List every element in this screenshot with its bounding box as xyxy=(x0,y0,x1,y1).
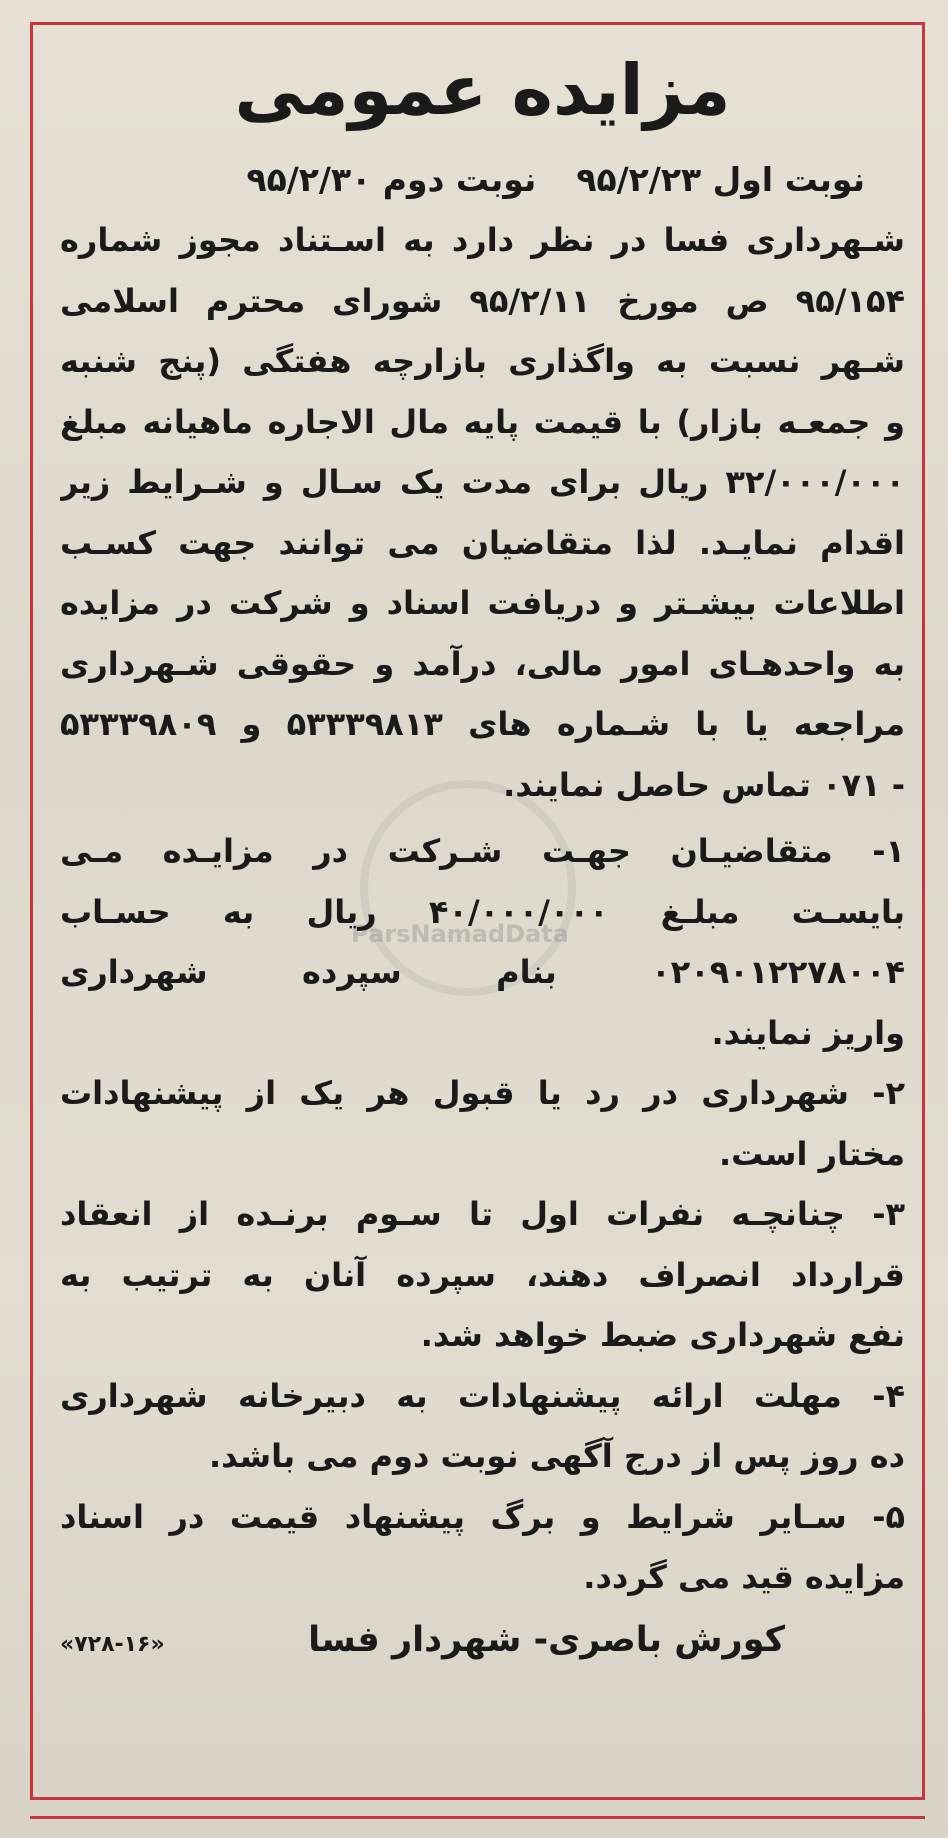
second-publication-label: نوبت دوم xyxy=(382,160,537,199)
first-publication xyxy=(576,150,865,210)
intro-line: ۳۲/۰۰۰/۰۰۰ ریال برای مدت یک سـال و شـرایط زیر xyxy=(60,463,905,501)
condition-line: ۵- سـایر شرایط و برگ پیشنهاد قیمت در اسناد xyxy=(60,1497,905,1536)
intro-line: شـهر نسبت به واگذاری بازارچه هفتگی (پنج شنبه xyxy=(60,342,905,380)
condition-line: ده روز پس از درج آگهی نوبت دوم می باشد. xyxy=(209,1437,905,1475)
intro-line: اقدام نمایـد. لذا متقاضیان می توانند جهت کسـب xyxy=(60,523,905,562)
intro-paragraph xyxy=(60,210,905,815)
first-publication-date: ۹۵/۲/۲۳ xyxy=(576,160,702,199)
condition-line: بایسـت مبلـغ ۴۰/۰۰۰/۰۰۰ ریال به حسـاب xyxy=(60,892,905,931)
condition-line: ۳- چنانچـه نفرات اول تا سـوم برنـده از انعقاد xyxy=(60,1195,905,1233)
notice-content xyxy=(60,40,905,1675)
condition-line: نفع شهرداری ضبط خواهد شد. xyxy=(420,1316,905,1354)
condition-3 xyxy=(60,1184,905,1366)
intro-line: ۹۵/۱۵۴ ص مورخ ۹۵/۲/۱۱ شورای محترم اسلامی xyxy=(60,281,905,320)
signature: کورش باصری- شهردار فسا xyxy=(308,1619,785,1660)
condition-line: ۱- متقاضیـان جهـت شـرکت در مزایـده مـی xyxy=(60,832,905,870)
condition-2 xyxy=(60,1063,905,1184)
intro-line: به واحدهـای امور مالی، درآمد و حقوقی شـهرداری xyxy=(60,644,905,683)
notice-title: مزایده عمومی xyxy=(234,49,731,131)
condition-line: مختار است. xyxy=(719,1134,905,1173)
ad-code: «۷۲۸-۱۶» xyxy=(60,1631,165,1657)
condition-line: قرارداد انصراف دهند، سپرده آنان به ترتیب به xyxy=(60,1255,905,1294)
watermark-text: ParsNamadData xyxy=(351,920,569,948)
bottom-divider xyxy=(30,1816,925,1819)
intro-line: مراجعه یا با شـماره های ۵۳۳۳۹۸۱۳ و ۵۳۳۳۹۸۰۹ xyxy=(60,705,905,743)
condition-1 xyxy=(60,821,905,1063)
first-publication-label: نوبت اول xyxy=(712,160,865,199)
condition-line: ۴- مهلت ارائه پیشنهادات به دبیرخانه شهرداری xyxy=(60,1376,905,1415)
condition-4 xyxy=(60,1366,905,1487)
condition-line: واریز نمایند. xyxy=(711,1013,905,1052)
condition-line: ۰۲۰۹۰۱۲۲۷۸۰۰۴ بنام سپرده شهرداری xyxy=(60,953,905,991)
intro-line: و جمعـه بازار) با قیمت پایه مال الاجاره ماهیانه مبلغ xyxy=(60,402,905,441)
condition-line: ۲- شهرداری در رد یا قبول هر یک از پیشنهادات xyxy=(60,1074,905,1112)
signature-row xyxy=(60,1610,905,1675)
second-publication-date: ۹۵/۲/۳۰ xyxy=(246,160,372,199)
intro-line: اطلاعات بیشـتر و دریافت اسناد و شرکت در مزایده xyxy=(60,584,905,622)
condition-line: مزایده قید می گردد. xyxy=(583,1558,905,1596)
second-publication xyxy=(246,150,536,210)
intro-line: شـهرداری فسا در نظر دارد به اسـتناد مجوز شماره xyxy=(60,221,905,259)
publication-schedule xyxy=(60,150,905,210)
condition-5 xyxy=(60,1487,905,1608)
intro-line: - ۰۷۱ تماس حاصل نمایند. xyxy=(503,765,905,804)
